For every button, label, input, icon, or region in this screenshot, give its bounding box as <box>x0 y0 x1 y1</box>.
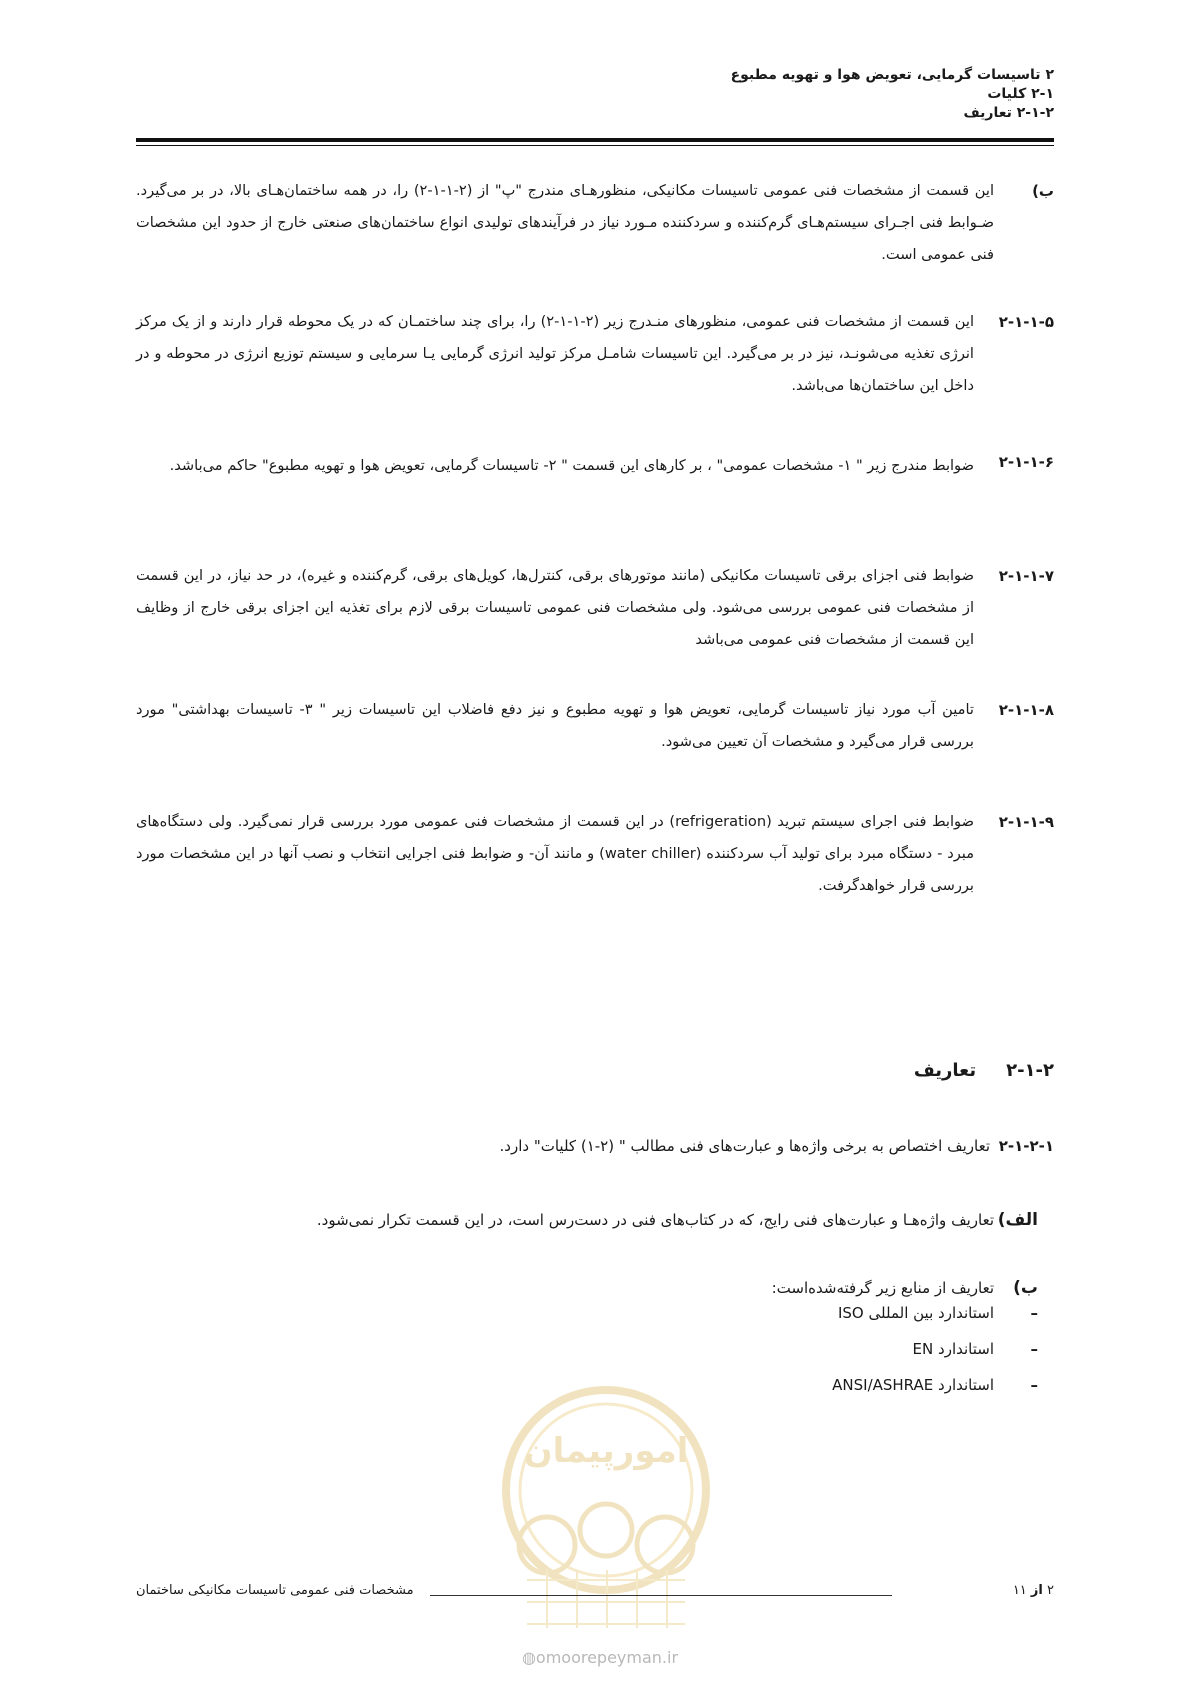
header-subsection: ۲-۱-۲ تعاریف <box>963 105 1054 121</box>
page-header <box>731 66 1054 123</box>
dash-bullet: – <box>1030 1304 1038 1322</box>
page-of: از <box>1030 1583 1043 1598</box>
source-item <box>913 1336 1038 1362</box>
definition-intro <box>500 1132 1054 1160</box>
paragraph-b <box>136 175 1054 271</box>
site-text: omoorepeyman.ir <box>535 1648 679 1667</box>
source-text: استاندارد بین المللی ISO <box>837 1304 994 1322</box>
dash-bullet: – <box>1030 1376 1038 1394</box>
header-chapter: ۲ تاسیسات گرمایی، تعویض هوا و تهویه مطبوع <box>730 67 1054 83</box>
paragraph-number: ۲-۱-۱-۵ <box>998 313 1054 331</box>
item-label: الف) <box>997 1210 1038 1230</box>
section-number: ۲-۱-۲ <box>1006 1060 1054 1081</box>
paragraph-text: این قسمت از مشخصات فنی عمومی تاسیسات مکانیکی، منظورهـای مندرج "پ" از (۲-۱-۱-۲) را، در همه ساختمان‌هـای بالا، در بر می‌گیرد. ضـوابط فنی اجـرای سیستم‌هـای گرم‌کننده و سردکننده مـورد نیاز در فرآیندهای تولیدی انواع ساختمان‌های صنعتی خارج از حدود این مشخصات فنی عمومی است. <box>136 182 995 263</box>
globe-icon: ◍ <box>521 1648 536 1667</box>
header-rule-thick <box>136 138 1054 142</box>
paragraph-2-1-1-6 <box>136 446 1054 486</box>
source-item <box>832 1372 1038 1398</box>
site-watermark <box>500 1648 700 1667</box>
paragraph-text: ضوابط فنی اجرای سیستم تبرید (refrigeration) در این قسمت از مشخصات فنی عمومی مورد بررسی قرار نمی‌گیرد. ولی دستگاه‌های مبرد - دستگاه مبرد برای تولید آب سردکننده (water chiller) و مانند آن- و ضوابط فنی اجرایی انتخاب و نصب آنها در این مشخصات مورد بررسی قرار خواهدگرفت. <box>136 813 975 894</box>
paragraph-number: ۲-۱-۱-۶ <box>998 453 1054 471</box>
page-current: ۲ <box>1047 1583 1054 1598</box>
paragraph-2-1-1-7 <box>136 560 1054 656</box>
paragraph-2-1-1-5 <box>136 306 1054 402</box>
svg-text:امورپیمان: امورپیمان <box>523 1431 689 1471</box>
paragraph-text: ضوابط فنی اجزای برقی تاسیسات مکانیکی (مانند موتورهای برقی، کنترل‌ها، کویل‌های برقی، گرم‌کننده و غیره)، در حد نیاز، در این قسمت از مشخصات فنی عمومی بررسی می‌شود. ولی مشخصات فنی عمومی تاسیسات برقی لازم برای تغذیه این اجزای برقی خارج از وظایف این قسمت از مشخصات فنی عمومی می‌باشد <box>136 567 974 648</box>
definition-text: تعاریف اختصاص به برخی واژه‌ها و عبارت‌های فنی مطالب " (۲-۱) کلیات" دارد. <box>499 1137 990 1155</box>
paragraph-text: تامین آب مورد نیاز تاسیسات گرمایی، تعویض هوا و تهویه مطبوع و نیز دفع فاضلاب این تاسیسات زیر " ۳- تاسیسات بهداشتی" مورد بررسی قرار می‌گیرد و مشخصات آن تعیین می‌شود. <box>136 701 974 750</box>
footer-rule <box>430 1595 892 1596</box>
page-total: ۱۱ <box>1012 1583 1027 1598</box>
source-text: استاندارد ANSI/ASHRAE <box>832 1376 994 1394</box>
paragraph-number: ۲-۱-۱-۸ <box>998 701 1054 719</box>
header-rule-thin <box>136 145 1054 146</box>
source-text: استاندارد EN <box>912 1340 994 1358</box>
paragraph-number: ب) <box>1032 182 1054 200</box>
paragraph-number: ۲-۱-۱-۷ <box>998 567 1054 585</box>
header-section: ۲-۱ کلیات <box>987 86 1054 102</box>
page-number <box>1013 1583 1054 1598</box>
page-footer <box>136 1583 1054 1607</box>
definition-number: ۲-۱-۲-۱ <box>998 1137 1054 1155</box>
section-title: تعاریف <box>913 1060 977 1081</box>
item-be <box>772 1274 1038 1302</box>
section-heading <box>914 1060 1054 1081</box>
footer-title: مشخصات فنی عمومی تاسیسات مکانیکی ساختمان <box>136 1583 414 1598</box>
item-label: ب) <box>1013 1278 1038 1298</box>
item-text: تعاریف از منابع زیر گرفته‌شده‌است: <box>771 1279 994 1297</box>
paragraph-number: ۲-۱-۱-۹ <box>998 813 1054 831</box>
item-alef <box>317 1206 1038 1234</box>
paragraph-text: ضوابط مندرج زیر " ۱- مشخصات عمومی" ، بر کارهای این قسمت " ۲- تاسیسات گرمایی، تعویض هوا و تهویه مطبوع" حاکم می‌باشد. <box>169 457 974 474</box>
paragraph-text: این قسمت از مشخصات فنی عمومی، منظورهای منـدرج زیر (۲-۱-۱-۲) را، برای چند ساختمـان که در یک محوطه قرار دارند و از یک مرکز انرژی تغذیه می‌شونـد، نیز در بر می‌گیرد. این تاسیسات شامـل مرکز تولید انرژی گرمایی یـا سرمایی و سیستم توزیع انرژی در محوطه و در داخل این ساختمان‌ها می‌باشد. <box>136 313 975 394</box>
item-text: تعاریف واژه‌هـا و عبارت‌های فنی رایج، که در کتاب‌های فنی در دست‌رس است، در این قسمت تکرار نمی‌شود. <box>316 1211 994 1229</box>
source-item <box>838 1300 1038 1326</box>
paragraph-2-1-1-8 <box>136 694 1054 758</box>
dash-bullet: – <box>1030 1340 1038 1358</box>
paragraph-2-1-1-9 <box>136 806 1054 902</box>
